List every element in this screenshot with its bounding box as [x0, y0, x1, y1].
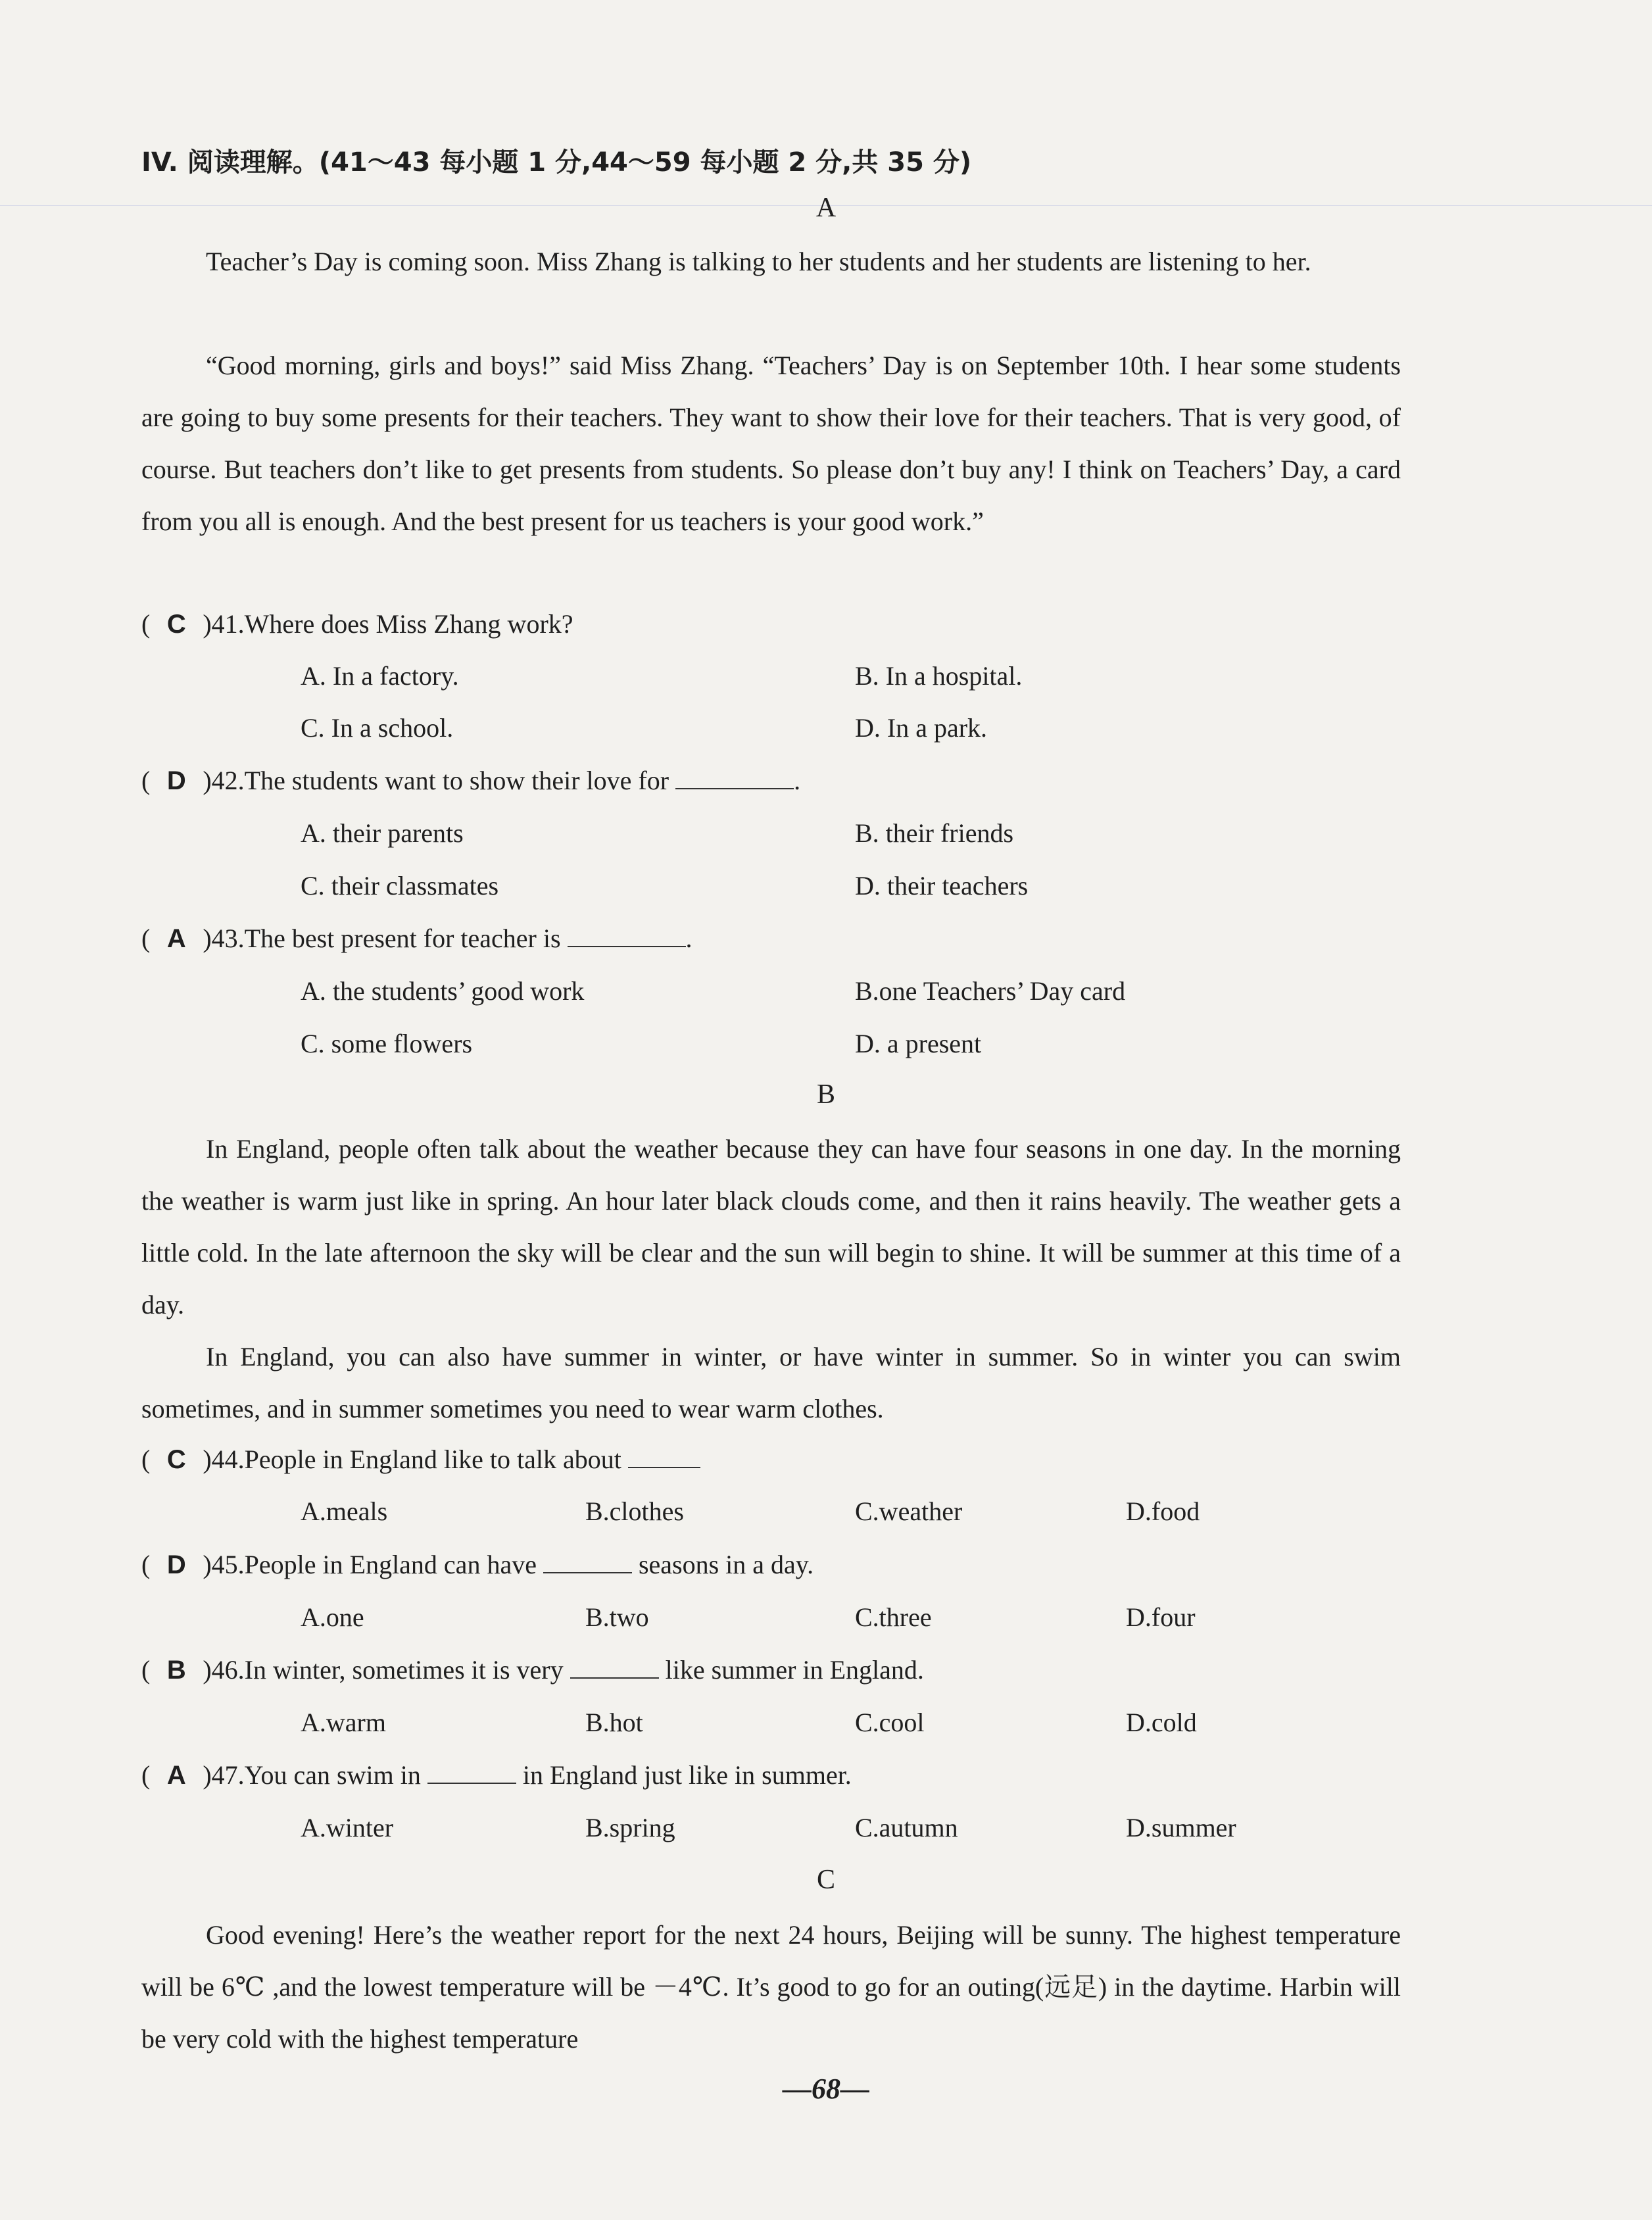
answer-42: D	[166, 766, 186, 795]
answer-blank	[570, 1655, 659, 1679]
question-44	[141, 1444, 700, 1475]
option-47-d: D.summer	[1126, 1813, 1236, 1842]
answer-43: A	[166, 924, 186, 953]
option-42-d: D. their teachers	[855, 871, 1029, 900]
option-45-d: D.four	[1126, 1602, 1196, 1632]
option-47-b: B.spring	[585, 1813, 675, 1842]
option-43-b: B.one Teachers’ Day card	[855, 976, 1126, 1006]
question-47-end: in England just like in summer.	[522, 1760, 852, 1790]
passage-b-title: B	[816, 1079, 835, 1110]
answer-blank	[427, 1760, 516, 1784]
option-41-d: D. In a park.	[855, 713, 988, 743]
question-46-stem: )46.In winter, sometimes it is very	[203, 1655, 564, 1685]
answer-blank	[628, 1444, 700, 1468]
question-47-stem: )47.You can swim in	[203, 1760, 421, 1790]
passage-c-paragraph-1: Good evening! Here’s the weather report for the next 24 hours, Beijing will be sunny. The highest temperature will be 6℃ ,and the lowest temperature will be －4℃. It’s good to go for an outing(远足) in the daytime. Harbin will be very cold with the highest temperature	[141, 1920, 1401, 2054]
open-paren: (	[141, 924, 151, 953]
option-44-b: B.clothes	[585, 1496, 684, 1526]
question-42-end: .	[794, 766, 801, 795]
option-42-c: C. their classmates	[301, 871, 499, 900]
option-46-b: B.hot	[585, 1708, 643, 1737]
option-46-c: C.cool	[855, 1708, 925, 1737]
question-41	[141, 608, 573, 639]
option-46-d: D.cold	[1126, 1708, 1197, 1737]
question-45-end: seasons in a day.	[638, 1550, 814, 1579]
question-41-stem: )41.Where does Miss Zhang work?	[203, 609, 573, 639]
option-44-d: D.food	[1126, 1496, 1200, 1526]
passage-c-title: C	[816, 1865, 835, 1895]
page-number: —68—	[783, 2073, 869, 2105]
question-43-end: .	[685, 924, 692, 953]
option-42-a: A. their parents	[301, 818, 464, 848]
open-paren: (	[141, 1655, 151, 1685]
question-45-stem: )45.People in England can have	[203, 1550, 537, 1579]
open-paren: (	[141, 1550, 151, 1579]
passage-a-paragraph-1: Teacher’s Day is coming soon. Miss Zhang is talking to her students and her students are listening to her.	[206, 247, 1311, 276]
option-43-d: D. a present	[855, 1029, 982, 1058]
question-45	[141, 1549, 814, 1580]
answer-blank	[543, 1550, 632, 1573]
option-43-c: C. some flowers	[301, 1029, 473, 1058]
open-paren: (	[141, 1760, 151, 1790]
option-43-a: A. the students’ good work	[301, 976, 585, 1006]
question-43	[141, 923, 692, 954]
question-44-stem: )44.People in England like to talk about	[203, 1444, 621, 1474]
answer-45: D	[166, 1550, 186, 1579]
question-42	[141, 765, 800, 796]
answer-blank	[675, 766, 794, 789]
option-44-c: C.weather	[855, 1496, 963, 1526]
option-47-a: A.winter	[301, 1813, 394, 1842]
passage-b-paragraph-1: In England, people often talk about the weather because they can have four seasons in one day. In the morning the weather is warm just like in spring. An hour later black clouds come, and then it rains heavily. The weather gets a little cold. In the late afternoon the sky will be clear and the sun will begin to shine. It will be summer at this time of a day.	[141, 1134, 1401, 1320]
passage-a-paragraph-2: “Good morning, girls and boys!” said Miss Zhang. “Teachers’ Day is on September 10th. I hear some students are going to buy some presents for their teachers. They want to show their love for their teachers. That is very good, of course. But teachers don’t like to get presents from students. So please don’t buy any! I think on Teachers’ Day, a card from you all is enough. And the best present for us teachers is your good work.”	[141, 351, 1401, 536]
passage-a-title: A	[815, 193, 837, 223]
question-46	[141, 1654, 924, 1685]
answer-blank	[568, 924, 686, 947]
open-paren: (	[141, 609, 151, 639]
answer-44: C	[166, 1445, 186, 1474]
section-header: IV. 阅读理解。(41～43 每小题 1 分,44～59 每小题 2 分,共 35 分)	[141, 147, 972, 178]
option-45-c: C.three	[855, 1602, 932, 1632]
option-45-a: A.one	[301, 1602, 364, 1632]
option-44-a: A.meals	[301, 1496, 388, 1526]
option-42-b: B. their friends	[855, 818, 1014, 848]
answer-46: B	[166, 1656, 186, 1685]
question-42-stem: )42.The students want to show their love for	[203, 766, 669, 795]
option-46-a: A.warm	[301, 1708, 386, 1737]
option-47-c: C.autumn	[855, 1813, 958, 1842]
question-47	[141, 1760, 852, 1790]
option-41-b: B. In a hospital.	[855, 661, 1023, 691]
question-46-end: like summer in England.	[665, 1655, 924, 1685]
open-paren: (	[141, 1444, 151, 1474]
option-45-b: B.two	[585, 1602, 649, 1632]
passage-b-paragraph-2: In England, you can also have summer in winter, or have winter in summer. So in winter you can swim sometimes, and in summer sometimes you need to wear warm clothes.	[141, 1342, 1401, 1423]
option-41-c: C. In a school.	[301, 713, 454, 743]
question-43-stem: )43.The best present for teacher is	[203, 924, 561, 953]
answer-47: A	[166, 1761, 186, 1790]
answer-41: C	[166, 610, 186, 639]
option-41-a: A. In a factory.	[301, 661, 459, 691]
open-paren: (	[141, 766, 151, 795]
